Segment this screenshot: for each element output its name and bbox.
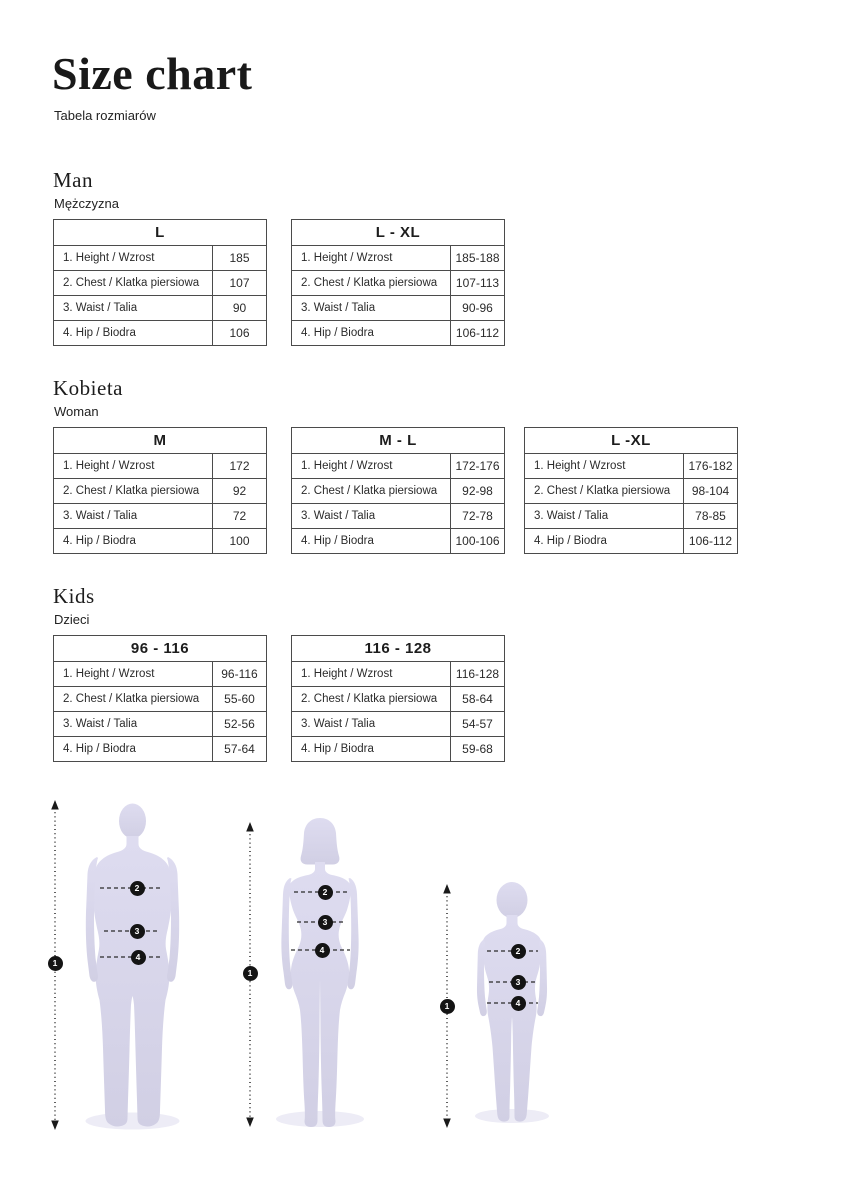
size-header: 116 - 128 bbox=[292, 636, 504, 662]
table-row bbox=[54, 528, 266, 553]
table-row bbox=[292, 686, 504, 711]
measurement-label: 4. Hip / Biodra bbox=[301, 535, 374, 547]
table-row bbox=[54, 295, 266, 320]
child-chest-marker-badge: 2 bbox=[511, 944, 526, 959]
size-table-kids-96-116 bbox=[53, 635, 267, 762]
section-subheading-kids: Dzieci bbox=[54, 612, 90, 627]
measurement-arrows-overlay bbox=[0, 790, 848, 1150]
measurement-value: 90 bbox=[212, 296, 266, 320]
measurement-label: 2. Chest / Klatka piersiowa bbox=[63, 485, 200, 497]
measurement-label: 1. Height / Wzrost bbox=[63, 460, 155, 472]
measurement-value: 106-112 bbox=[683, 529, 737, 553]
measurement-value: 172-176 bbox=[450, 454, 504, 478]
size-header: L -XL bbox=[525, 428, 737, 454]
table-row bbox=[292, 320, 504, 345]
measurement-label: 4. Hip / Biodra bbox=[534, 535, 607, 547]
measurement-label: 3. Waist / Talia bbox=[63, 302, 138, 314]
measurement-label: 3. Waist / Talia bbox=[301, 302, 376, 314]
man-height-marker-badge: 1 bbox=[48, 956, 63, 971]
measurement-label: 4. Hip / Biodra bbox=[63, 743, 136, 755]
size-table-man-l bbox=[53, 219, 267, 346]
woman-waist-marker-badge: 3 bbox=[318, 915, 333, 930]
table-row bbox=[54, 478, 266, 503]
page-subtitle: Tabela rozmiarów bbox=[54, 108, 156, 123]
measurement-label: 4. Hip / Biodra bbox=[301, 327, 374, 339]
measurement-value: 106 bbox=[212, 321, 266, 345]
table-row bbox=[525, 528, 737, 553]
size-header: L bbox=[54, 220, 266, 246]
table-row bbox=[292, 528, 504, 553]
measurement-value: 98-104 bbox=[683, 479, 737, 503]
measurement-label: 4. Hip / Biodra bbox=[63, 327, 136, 339]
table-row bbox=[54, 270, 266, 295]
man-waist-marker-badge: 3 bbox=[130, 924, 145, 939]
size-header: 96 - 116 bbox=[54, 636, 266, 662]
table-row bbox=[292, 295, 504, 320]
section-heading-woman: Kobieta bbox=[53, 376, 123, 400]
table-row bbox=[54, 662, 266, 686]
table-row bbox=[292, 736, 504, 761]
measurement-label: 1. Height / Wzrost bbox=[63, 252, 155, 264]
measurement-value: 185-188 bbox=[450, 246, 504, 270]
woman-chest-marker-badge: 2 bbox=[318, 885, 333, 900]
size-header: M - L bbox=[292, 428, 504, 454]
measurement-label: 4. Hip / Biodra bbox=[301, 743, 374, 755]
child-hip-marker-badge: 4 bbox=[511, 996, 526, 1011]
measurement-value: 107-113 bbox=[450, 271, 504, 295]
table-row bbox=[292, 478, 504, 503]
measurement-value: 57-64 bbox=[212, 737, 266, 761]
measurement-label: 3. Waist / Talia bbox=[63, 718, 138, 730]
table-row bbox=[54, 246, 266, 270]
size-header: M bbox=[54, 428, 266, 454]
measurement-label: 2. Chest / Klatka piersiowa bbox=[63, 693, 200, 705]
measurement-value: 72 bbox=[212, 504, 266, 528]
measurement-label: 2. Chest / Klatka piersiowa bbox=[301, 277, 438, 289]
measurement-value: 116-128 bbox=[450, 662, 504, 686]
measurement-label: 2. Chest / Klatka piersiowa bbox=[301, 485, 438, 497]
measurement-label: 3. Waist / Talia bbox=[534, 510, 609, 522]
measurement-label: 1. Height / Wzrost bbox=[301, 252, 393, 264]
child-height-marker-badge: 1 bbox=[440, 999, 455, 1014]
measurement-label: 2. Chest / Klatka piersiowa bbox=[63, 277, 200, 289]
table-row bbox=[54, 736, 266, 761]
table-row bbox=[292, 711, 504, 736]
woman-height-marker-badge: 1 bbox=[243, 966, 258, 981]
measurement-value: 176-182 bbox=[683, 454, 737, 478]
measurement-value: 58-64 bbox=[450, 687, 504, 711]
woman-hip-marker-badge: 4 bbox=[315, 943, 330, 958]
size-table-woman-m bbox=[53, 427, 267, 554]
measurement-value: 96-116 bbox=[212, 662, 266, 686]
child-waist-marker-badge: 3 bbox=[511, 975, 526, 990]
size-table-kids-116-128 bbox=[291, 635, 505, 762]
measurement-label: 1. Height / Wzrost bbox=[534, 460, 626, 472]
size-header: L - XL bbox=[292, 220, 504, 246]
measurement-value: 55-60 bbox=[212, 687, 266, 711]
measurement-value: 59-68 bbox=[450, 737, 504, 761]
table-row bbox=[54, 503, 266, 528]
measurement-value: 54-57 bbox=[450, 712, 504, 736]
measurement-value: 78-85 bbox=[683, 504, 737, 528]
table-row bbox=[54, 454, 266, 478]
measurement-value: 106-112 bbox=[450, 321, 504, 345]
section-subheading-woman: Woman bbox=[54, 404, 99, 419]
size-table-woman-m-l bbox=[291, 427, 505, 554]
man-hip-marker-badge: 4 bbox=[131, 950, 146, 965]
measurement-value: 90-96 bbox=[450, 296, 504, 320]
measurement-label: 2. Chest / Klatka piersiowa bbox=[301, 693, 438, 705]
section-heading-man: Man bbox=[53, 168, 93, 192]
size-table-woman-l-xl bbox=[524, 427, 738, 554]
table-row bbox=[292, 270, 504, 295]
size-table-man-l-xl bbox=[291, 219, 505, 346]
measurement-value: 185 bbox=[212, 246, 266, 270]
table-row bbox=[54, 320, 266, 345]
measurement-value: 92-98 bbox=[450, 479, 504, 503]
table-row bbox=[54, 711, 266, 736]
measurement-label: 3. Waist / Talia bbox=[301, 718, 376, 730]
page-title: Size chart bbox=[52, 48, 253, 99]
measurement-label: 1. Height / Wzrost bbox=[301, 668, 393, 680]
measurement-value: 172 bbox=[212, 454, 266, 478]
table-row bbox=[525, 503, 737, 528]
measurement-label: 1. Height / Wzrost bbox=[301, 460, 393, 472]
table-row bbox=[525, 454, 737, 478]
table-row bbox=[292, 662, 504, 686]
measurement-label: 3. Waist / Talia bbox=[301, 510, 376, 522]
table-row bbox=[54, 686, 266, 711]
measurement-label: 3. Waist / Talia bbox=[63, 510, 138, 522]
section-heading-kids: Kids bbox=[53, 584, 95, 608]
measurement-value: 100-106 bbox=[450, 529, 504, 553]
table-row bbox=[525, 478, 737, 503]
section-subheading-man: Mężczyzna bbox=[54, 196, 120, 211]
measurement-label: 2. Chest / Klatka piersiowa bbox=[534, 485, 671, 497]
measurement-value: 72-78 bbox=[450, 504, 504, 528]
table-row bbox=[292, 454, 504, 478]
measurement-label: 1. Height / Wzrost bbox=[63, 668, 155, 680]
measurement-value: 107 bbox=[212, 271, 266, 295]
measurement-value: 92 bbox=[212, 479, 266, 503]
table-row bbox=[292, 503, 504, 528]
measurement-value: 52-56 bbox=[212, 712, 266, 736]
man-chest-marker-badge: 2 bbox=[130, 881, 145, 896]
measurement-value: 100 bbox=[212, 529, 266, 553]
table-row bbox=[292, 246, 504, 270]
measurement-label: 4. Hip / Biodra bbox=[63, 535, 136, 547]
